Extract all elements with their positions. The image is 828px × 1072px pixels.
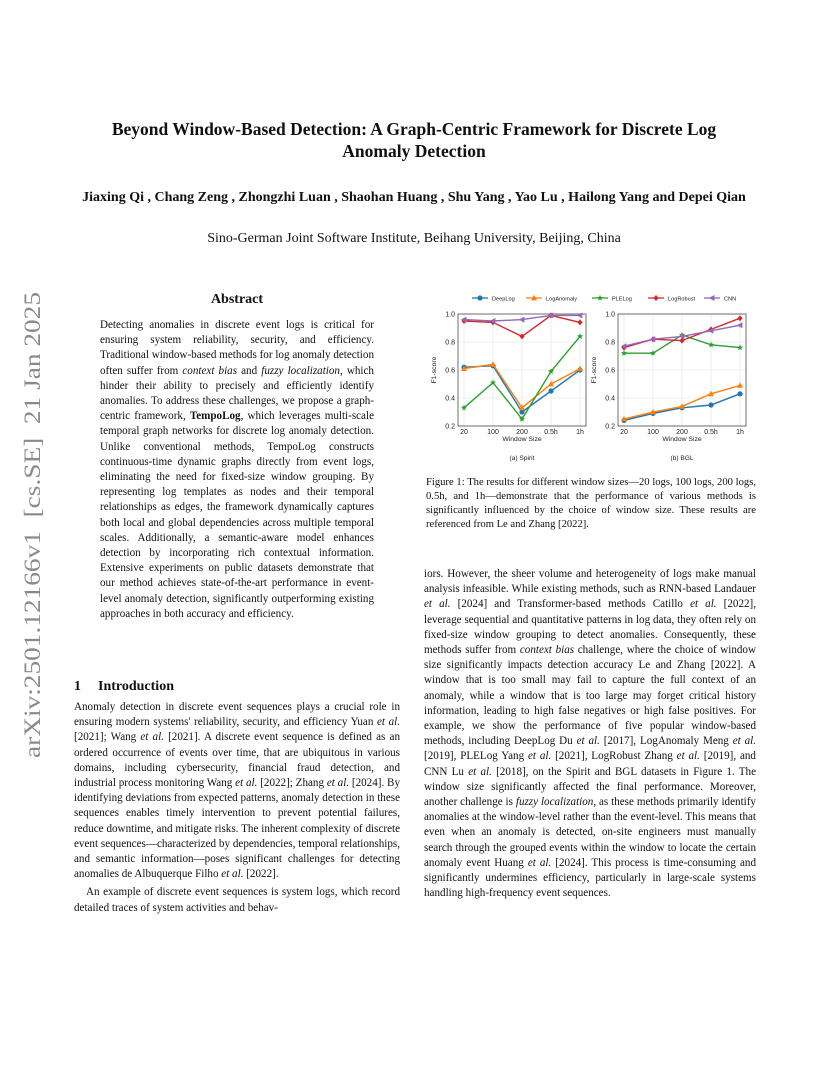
- legend-marker: [653, 295, 658, 301]
- affiliation: Sino-German Joint Software Institute, Beihang University, Beijing, China: [207, 231, 621, 246]
- data-point: [519, 317, 525, 323]
- data-point: [737, 391, 742, 396]
- x-tick-label: 200: [676, 429, 688, 436]
- subfigure-caption: (a) Spirit: [509, 455, 535, 462]
- x-tick-label: 0.5h: [544, 429, 558, 436]
- x-tick-label: 100: [647, 429, 659, 436]
- legend-item-loganomaly: [526, 295, 577, 303]
- data-point: [577, 312, 583, 318]
- figure-1-chart: [420, 288, 760, 468]
- legend-marker: [597, 295, 603, 301]
- y-tick-label: 1.0: [605, 311, 615, 319]
- legend-marker: [477, 295, 482, 300]
- chart-panel-a-spirit: [431, 311, 586, 462]
- x-axis-label: Window Size: [662, 436, 702, 443]
- legend-item-plelog: [592, 295, 632, 303]
- y-tick-label: 1.0: [445, 311, 455, 319]
- legend-label: LogAnomaly: [546, 296, 578, 303]
- data-point: [737, 382, 743, 388]
- chart-legend: [472, 295, 736, 303]
- x-axis-label: Window Size: [502, 436, 542, 443]
- legend-marker: [709, 295, 715, 301]
- data-point: [737, 315, 742, 321]
- arxiv-id-text: arXiv:2501.12166v1 [cs.SE] 21 Jan 2025: [20, 365, 45, 758]
- series-cnn: [621, 322, 743, 349]
- y-tick-label: 0.8: [445, 339, 455, 347]
- right-column-text: [424, 567, 756, 901]
- author-list: Jiaxing Qi , Chang Zeng , Zhongzhi Luan , Shaohan Huang , Shu Yang , Yao Lu , Hailong Yang and Depei Qian: [82, 190, 746, 205]
- legend-label: LogRobust: [668, 296, 696, 303]
- data-point: [708, 402, 713, 407]
- section-number: 1: [74, 679, 81, 694]
- x-tick-label: 1h: [576, 429, 584, 436]
- x-tick-label: 100: [487, 429, 499, 436]
- x-tick-label: 20: [460, 429, 468, 436]
- y-axis-label: F1-score: [591, 356, 598, 384]
- x-tick-label: 200: [516, 429, 528, 436]
- y-tick-label: 0.2: [605, 423, 615, 431]
- chart-panel-b-bgl: [591, 311, 746, 462]
- subfigure-caption: (b) BGL: [670, 455, 694, 462]
- paper-title: Beyond Window-Based Detection: A Graph-Centric Framework for Discrete Log Anomaly Detection: [111, 119, 717, 161]
- legend-item-logrobust: [648, 295, 696, 303]
- data-point: [548, 388, 553, 393]
- intro-paragraph-1: Anomaly detection in discrete event sequences plays a crucial role in ensuring modern systems' reliability, security, and efficiency Yuan et al. [2021]; Wang et al. [2021]. A discrete event sequence is defined as an ordered occurrence of events over time, that are ubiquitous in various domains, including cybersecurity, financial fraud detection, and industrial process monitoring Wang et al. [2022]; Zhang et al. [2024]. By identifying deviations from expected patterns, anomaly detection in these sequences enables timely intervention to prevent potential failures, reduce downtime, and mitigate risks. The inherent complexity of discrete event sequences—characterized by dependencies, temporal relationships, and semantic information—poses significant challenges for detecting anomalies de Albuquerque Filho et al. [2022].: [74, 701, 401, 881]
- x-tick-label: 0.5h: [704, 429, 718, 436]
- section-heading-introduction: 1 Introduction: [74, 679, 174, 694]
- intro-paragraph-2: An example of discrete event sequences is system logs, which record detailed traces of system activities and behav-: [74, 886, 400, 914]
- x-tick-label: 20: [620, 429, 628, 436]
- data-point: [577, 365, 583, 371]
- y-axis-label: F1-score: [431, 356, 438, 384]
- legend-item-deeplog: [472, 295, 515, 302]
- y-tick-label: 0.4: [605, 395, 615, 403]
- legend-label: CNN: [724, 296, 737, 303]
- legend-label: DeepLog: [492, 296, 515, 303]
- intro-paragraph-3: iors. However, the sheer volume and heterogeneity of logs make manual analysis infeasible. While existing methods, such as RNN-based Landauer et al. [2024] and Transformer-based methods Catillo et al. [2022], leverage sequential and quantitative patterns in log data, they often rely on fixed-size window grouping to detect anomalies. Consequently, these methods suffer from context bias challenge, where the choice of window size significantly impacts detection accuracy Le and Zhang [2022]. A window that is too small may fail to capture the full context of an anomaly, while a window that is too large may forget critical history information, leading to high false negatives or high false positives. For example, we show the performance of five popular window-based methods, including DeepLog Du et al. [2017], LogAnomaly Meng et al. [2019], PLELog Yang et al. [2021], LogRobust Zhang et al. [2019], and CNN Lu et al. [2018], on the Spirit and BGL datasets in Figure 1. The window size significantly affected the final performance. Moreover, another challenge is fuzzy localization, as these methods primarily identify anomalies at the window-level rather than the event-level. This means that even when an anomaly is detected, on-site engineers must manually search through the grouped events within the window to locate the certain anomaly event Huang et al. [2024]. This process is time-consuming and significantly undermines efficiency, particularly in large-scale systems handling high-frequency event sequences.: [424, 568, 757, 900]
- y-tick-label: 0.2: [445, 423, 455, 431]
- figure-caption: Figure 1: The results for different window sizes—20 logs, 100 logs, 200 logs, 0.5h, and 1h—demonstrate that the performance of various methods is significantly influenced by the choice of window size. These results are referenced from Le and Zhang [2022].: [426, 477, 756, 530]
- figure-1: [420, 288, 760, 468]
- y-tick-label: 0.4: [445, 395, 455, 403]
- y-tick-label: 0.6: [605, 367, 615, 375]
- legend-label: PLELog: [612, 296, 632, 303]
- method-name: TempoLog: [189, 410, 241, 423]
- left-column-text: [74, 700, 400, 916]
- arxiv-identifier: [8, 290, 54, 760]
- data-point: [737, 322, 743, 328]
- x-tick-label: 1h: [736, 429, 744, 436]
- y-tick-label: 0.6: [445, 367, 455, 375]
- y-tick-label: 0.8: [605, 339, 615, 347]
- data-point: [577, 319, 582, 325]
- abstract-body: Detecting anomalies in discrete event logs is critical for ensuring system reliability, security, and efficiency. Traditional window-based methods for log anomaly detection often suffer from context bias and fuzzy localization, which hinder their ability to precisely and efficiently identify anomalies. To address these challenges, we propose a graph-centric framework, TempoLog, which leverages multi-scale temporal graph networks for discrete log anomaly detection. Unlike conventional methods, TempoLog constructs continuous-time dynamic graphs directly from event logs, eliminating the need for fixed-size window grouping. By representing log templates as nodes and their temporal relationships as edges, the framework dynamically captures both local and global dependencies across multiple temporal scales. Additionally, a semantic-aware model enhances detection by incorporating rich contextual information. Extensive experiments on public datasets demonstrate that our method achieves state-of-the-art performance in event-level anomaly detection, significantly outperforming existing approaches in both accuracy and efficiency.: [100, 319, 374, 620]
- abstract-heading: Abstract: [210, 292, 264, 307]
- legend-item-cnn: [704, 295, 736, 303]
